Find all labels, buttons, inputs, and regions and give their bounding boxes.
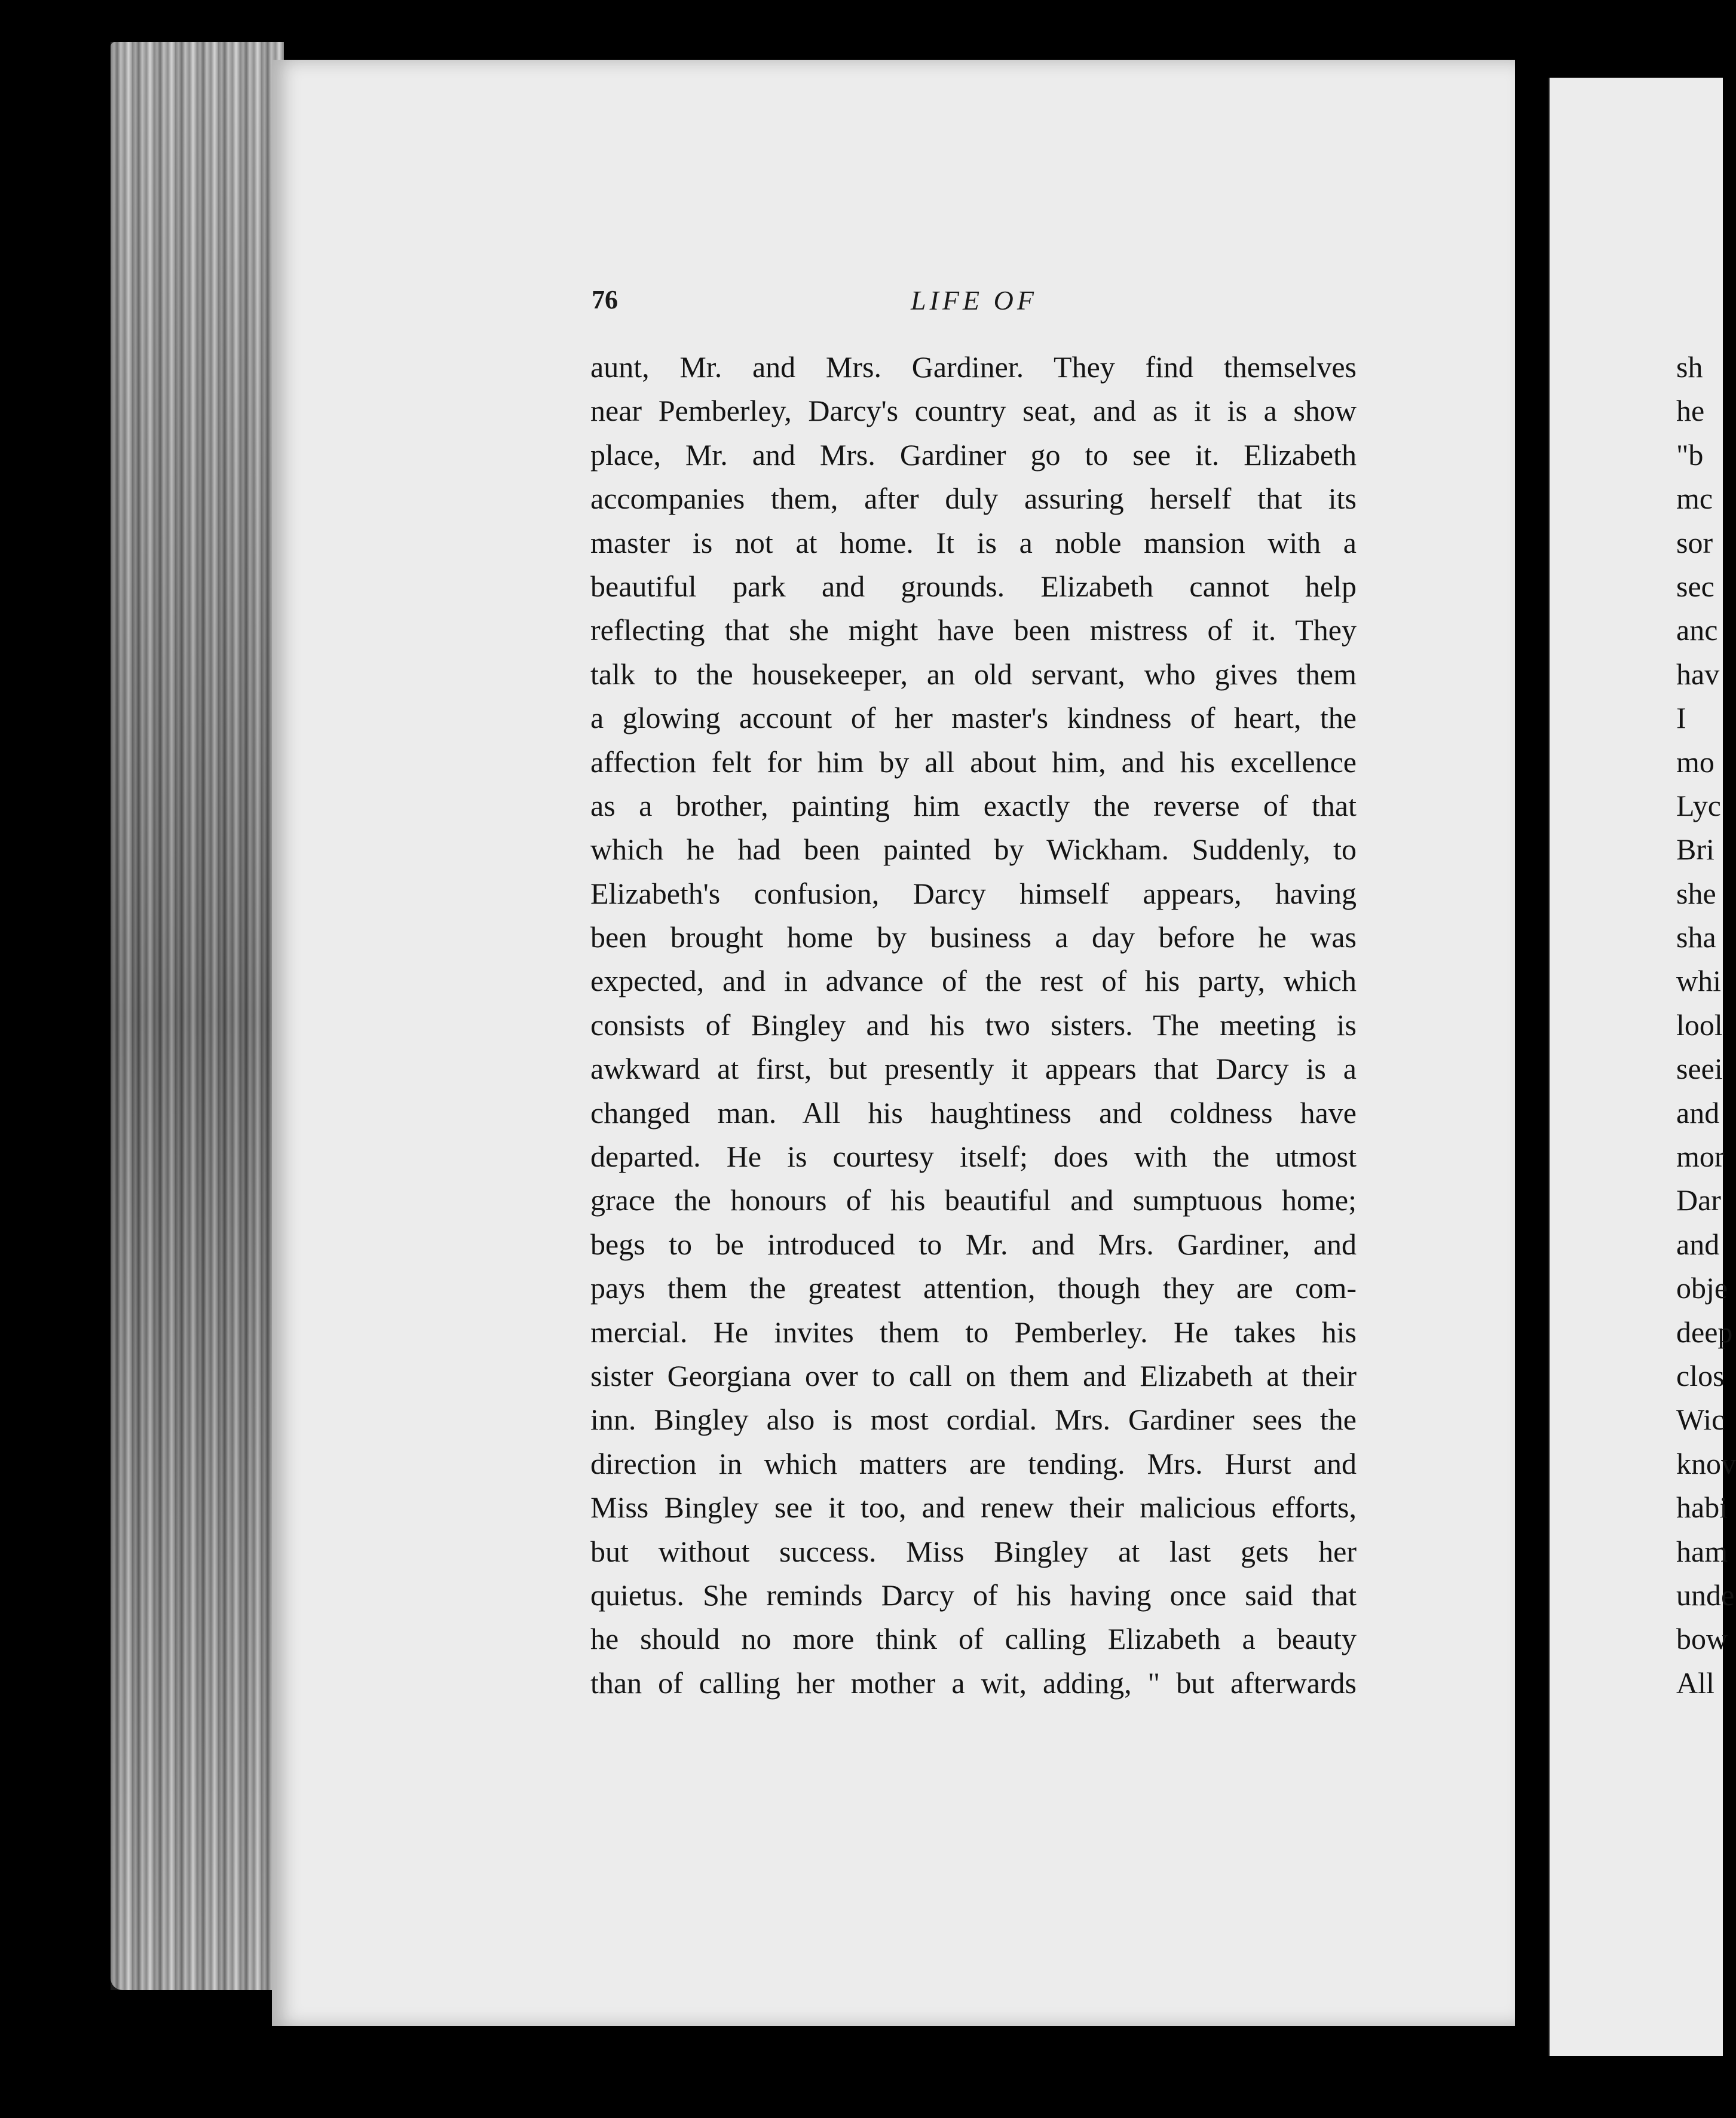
text-line: Miss Bingley see it too, and renew their malicious efforts,	[590, 1490, 1357, 1525]
right-page-fragment: and	[1676, 1095, 1720, 1130]
right-page-fragment: anc	[1676, 613, 1718, 647]
right-page-fragment: sec	[1676, 569, 1714, 603]
right-page-fragment: mc	[1676, 482, 1713, 516]
text-line: quietus. She reminds Darcy of his having once said that	[590, 1578, 1357, 1612]
right-page-fragment: sh	[1676, 350, 1703, 384]
right-page-fragment: and	[1676, 1227, 1720, 1261]
text-line: but without success. Miss Bingley at last gets her	[590, 1534, 1357, 1568]
text-line: affection felt for him by all about him, and his excellence	[590, 745, 1357, 779]
right-page-fragment: unde	[1676, 1578, 1735, 1612]
text-line: sister Georgiana over to call on them and Elizabeth at their	[590, 1358, 1357, 1392]
text-line: near Pemberley, Darcy's country seat, and as it is a show	[590, 394, 1357, 428]
right-page-fragment: he	[1676, 394, 1705, 428]
text-line: direction in which matters are tending. Mrs. Hurst and	[590, 1446, 1357, 1480]
right-page-fragment: sha	[1676, 920, 1716, 954]
text-line: begs to be introduced to Mr. and Mrs. Gardiner, and	[590, 1227, 1357, 1261]
right-page-fragment: lool	[1676, 1008, 1723, 1042]
text-line: accompanies them, after duly assuring herself that its	[590, 482, 1357, 516]
text-line: he should no more think of calling Elizabeth a beauty	[590, 1622, 1357, 1656]
right-page-fragment: knov	[1676, 1446, 1736, 1480]
text-line: master is not at home. It is a noble mansion with a	[590, 525, 1357, 559]
right-page-fragment: Wic	[1676, 1403, 1725, 1437]
text-line: Elizabeth's confusion, Darcy himself appears, having	[590, 876, 1357, 910]
text-line: changed man. All his haughtiness and coldness have	[590, 1095, 1357, 1130]
text-line: a glowing account of her master's kindness of heart, the	[590, 701, 1357, 735]
page-number: 76	[592, 285, 618, 314]
running-head	[592, 284, 1357, 326]
right-page-fragment: All	[1676, 1666, 1714, 1700]
right-page-fragment: hav	[1676, 657, 1720, 691]
text-line: expected, and in advance of the rest of his party, which	[590, 964, 1357, 998]
right-page-fragment: Lyc	[1676, 788, 1721, 822]
text-line: than of calling her mother a wit, adding, " but afterwards	[590, 1666, 1357, 1700]
right-page-fragment: mor	[1676, 1140, 1725, 1174]
text-line: mercial. He invites them to Pemberley. He takes his	[590, 1315, 1357, 1349]
text-line: aunt, Mr. and Mrs. Gardiner. They find themselves	[590, 350, 1357, 384]
right-page-fragment: habi	[1676, 1490, 1728, 1525]
right-page-fragment: she	[1676, 876, 1716, 910]
text-line: which he had been painted by Wickham. Suddenly, to	[590, 832, 1357, 867]
running-title: LIFE OF	[911, 285, 1037, 316]
text-line: grace the honours of his beautiful and sumptuous home;	[590, 1183, 1357, 1217]
text-line: consists of Bingley and his two sisters. The meeting is	[590, 1008, 1357, 1042]
right-page-text	[1676, 345, 1736, 1705]
text-line: place, Mr. and Mrs. Gardiner go to see it. Elizabeth	[590, 437, 1357, 472]
text-line: as a brother, painting him exactly the reverse of that	[590, 788, 1357, 822]
text-line: been brought home by business a day before he was	[590, 920, 1357, 954]
text-line: talk to the housekeeper, an old servant, who gives them	[590, 657, 1357, 691]
right-page-fragment: obje	[1676, 1271, 1728, 1305]
right-page-fragment: ham	[1676, 1534, 1728, 1568]
right-page-fragment: seei	[1676, 1052, 1723, 1086]
text-line: inn. Bingley also is most cordial. Mrs. Gardiner sees the	[590, 1403, 1357, 1437]
text-line: awkward at first, but presently it appears that Darcy is a	[590, 1052, 1357, 1086]
right-page-fragment: clos	[1676, 1358, 1725, 1392]
right-page-fragment: I	[1676, 701, 1686, 735]
right-page-fragment: "b	[1676, 437, 1704, 472]
text-line: reflecting that she might have been mistress of it. They	[590, 613, 1357, 647]
body-text	[590, 345, 1357, 1705]
text-line: beautiful park and grounds. Elizabeth cannot help	[590, 569, 1357, 603]
page-edges	[111, 42, 284, 1990]
right-page-fragment: deep	[1676, 1315, 1733, 1349]
right-page-fragment: mo	[1676, 745, 1714, 779]
right-page-fragment: Bri	[1676, 832, 1714, 867]
text-line: pays them the greatest attention, though they are com-	[590, 1271, 1357, 1305]
right-page-fragment: whi	[1676, 964, 1721, 998]
right-page-fragment: sor	[1676, 525, 1713, 559]
right-page-fragment: Dar	[1676, 1183, 1721, 1217]
right-page-fragment: bow	[1676, 1622, 1728, 1656]
text-line: departed. He is courtesy itself; does with the utmost	[590, 1140, 1357, 1174]
